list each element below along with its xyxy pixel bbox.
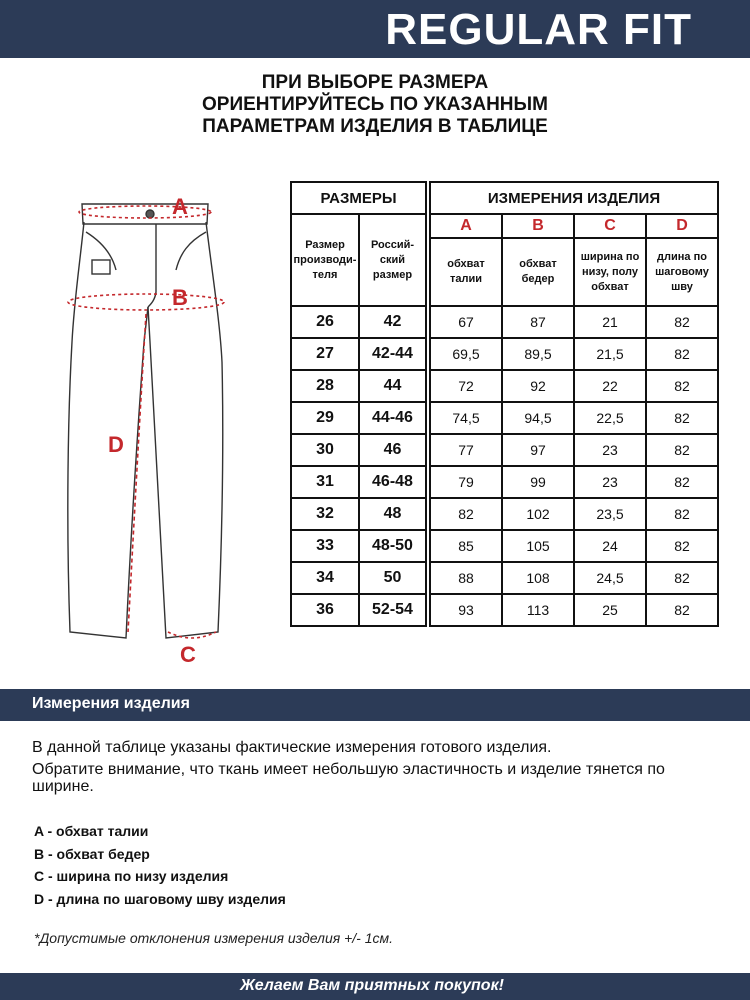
- col-c-desc: ширина по низу, полу обхват: [574, 238, 646, 306]
- table-row: 34 50 88 108 24,5 82: [291, 562, 718, 594]
- col-letter-a: A: [430, 214, 502, 238]
- coin-pocket: [92, 260, 110, 274]
- section-title: Измерения изделия: [32, 695, 190, 712]
- description-line-2: Обратите внимание, что ткань имеет небольшую эластичность и изделие тянется по ширине.: [32, 761, 665, 795]
- legend-item: C - ширина по низу изделия: [34, 868, 229, 884]
- legend-item: B - обхват бедер: [34, 845, 150, 862]
- table-row: 32 48 82 102 23,5 82: [291, 498, 718, 530]
- footer-bar: [0, 973, 750, 1000]
- table-row: 36 52-54 93 113 25 82: [291, 594, 718, 626]
- tolerance-note: *Допустимые отклонения измерения изделия +/- 1см.: [34, 930, 393, 946]
- label-c: C: [180, 642, 196, 667]
- col-letter-b: B: [502, 214, 574, 238]
- col-d-desc: длина по шаговому шву: [646, 238, 718, 306]
- table-row: 33 48-50 85 105 24 82: [291, 530, 718, 562]
- pocket-left: [86, 232, 116, 270]
- label-d: D: [108, 432, 124, 457]
- col-letter-d: D: [646, 214, 718, 238]
- description: [32, 739, 722, 800]
- footer-text: Желаем Вам приятных покупок!: [240, 977, 504, 994]
- waist-measure-line: [79, 206, 211, 218]
- header-bar: [0, 0, 750, 58]
- hip-measure-line: [68, 294, 224, 310]
- col-manufacturer-size: Размер производи- теля: [291, 214, 359, 306]
- col-a-desc: обхват талии: [430, 238, 502, 306]
- intro-line-3: ПАРАМЕТРАМ ИЗДЕЛИЯ В ТАБЛИЦЕ: [202, 116, 548, 137]
- description-line-1: В данной таблице указаны фактические измерения готового изделия.: [32, 739, 552, 756]
- table-row: 30 46 77 97 23 82: [291, 434, 718, 466]
- section-bar: [0, 689, 750, 721]
- intro-line-1: ПРИ ВЫБОРЕ РАЗМЕРА: [261, 72, 489, 93]
- fit-title: REGULAR FIT: [385, 5, 692, 54]
- label-b: B: [172, 285, 188, 310]
- pants-diagram: [56, 192, 246, 672]
- legend-item: A - обхват талии: [34, 823, 149, 839]
- size-table: [290, 181, 719, 627]
- col-b-desc: обхват бедер: [502, 238, 574, 306]
- inseam-measure-line: [128, 314, 146, 632]
- measurement-legend: [34, 820, 286, 910]
- measurements-header: ИЗМЕРЕНИЯ ИЗДЕЛИЯ: [430, 182, 718, 214]
- pants-outline-left: [68, 222, 148, 638]
- table-row: 31 46-48 79 99 23 82: [291, 466, 718, 498]
- button-icon: [146, 210, 154, 218]
- pocket-right: [176, 232, 206, 270]
- table-row: 28 44 72 92 22 82: [291, 370, 718, 402]
- col-russian-size: Россий- ский размер: [359, 214, 426, 306]
- label-a: A: [172, 194, 188, 219]
- table-row: 27 42-44 69,5 89,5 21,5 82: [291, 338, 718, 370]
- legend-item: D - длина по шаговому шву изделия: [34, 890, 286, 907]
- sizes-header: РАЗМЕРЫ: [291, 182, 426, 214]
- table-row: 26 42 67 87 21 82: [291, 306, 718, 338]
- table-row: 29 44-46 74,5 94,5 22,5 82: [291, 402, 718, 434]
- intro-text: [0, 72, 750, 138]
- intro-line-2: ОРИЕНТИРУЙТЕСЬ ПО УКАЗАННЫМ: [202, 94, 548, 115]
- col-letter-c: C: [574, 214, 646, 238]
